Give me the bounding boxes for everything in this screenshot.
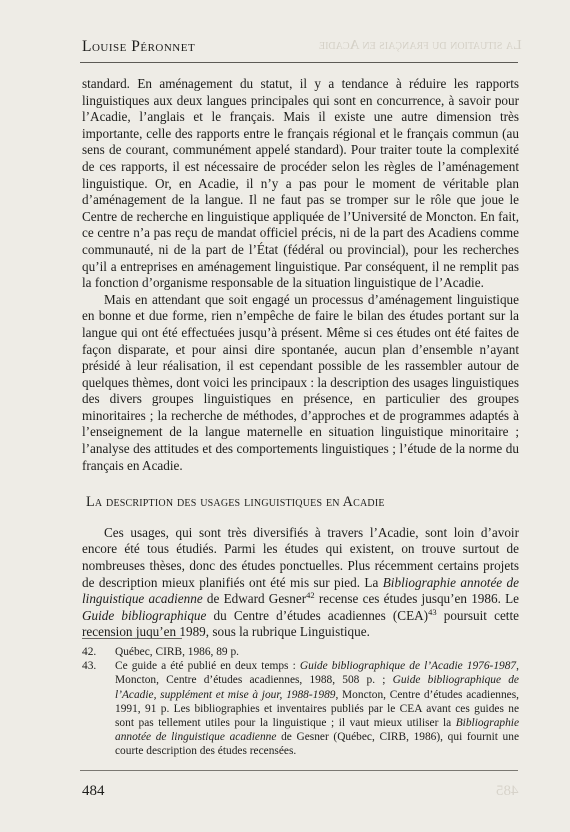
paragraph-3-part-a: Ces usages, qui sont très diversifiés à travers l’Acadie, sont loin d’avoir encore été tous étudiés. Parmi les études qui existent, on trouve surtout de nombreuses thèses, donc des études ponctuelles. Plus récemment certains projets de description mieux planifiés ont été mis sur pied. La — [82, 524, 519, 590]
footnote-43-part-d: de Gesner (Québec, CIRB, 1986), qui fournit une courte description des études recensées. — [115, 731, 520, 758]
footnote-43-part-a: Ce guide a été publié en deux temps : — [115, 660, 300, 673]
page-number: 484 — [82, 783, 105, 799]
footnote-43-title-3: Bibliographie annotée de linguistique acadienne — [115, 717, 519, 744]
bleed-through-page-number: 485 — [495, 783, 518, 799]
paragraph-3-part-d: du Centre d’études acadiennes (CEA) — [206, 607, 429, 623]
running-head: Louise Péronnet — [82, 38, 196, 55]
footnote-43-title-1: Guide bibliographique de l’Acadie 1976-1987 — [299, 660, 517, 673]
footer-rule — [80, 770, 518, 771]
paragraph-3-part-e: poursuit cette recension juqu’en 1989, sous la rubrique Linguistique. — [82, 607, 519, 640]
bleed-through-header: La situation du français en Acadie — [319, 38, 522, 53]
footnote-43 — [82, 659, 519, 758]
footnote-43-title-2: Guide bibliographique de l’Acadie, supplément et mise à jour, 1988-1989 — [115, 674, 519, 701]
paragraph-1: standard. En aménagement du statut, il y a tendance à réduire les rapports linguistiques aux deux langues principales qui sont en concurrence, à savoir pour l’Acadie, l’anglais et le français. Mais il existe une autre dimension très importante, celle des rapports entre le français régional et le français commun (au sens de courant, communément appelé standard). Pour traiter toute la complexité de ces rapports, il est nécessaire de procéder selon les règles de l’aménagement linguistique. Or, en Acadie, il n’y a pas pour le moment de véritable plan d’aménagement de la langue. Il ne faut pas se tromper sur le rôle que joue le Centre de recherche en linguistique appliquée de l’Université de Moncton. En fait, ce centre n’a pas reçu de mandat officiel précis, ni de la part des Acadiens comme communauté, ni de la part de l’État (fédéral ou provincial), pour les recherches qu’il a entreprises en aménagement linguistique. Par conséquent, il ne remplit pas la fonction d’organisme responsable de la situation linguistique de l’Acadie. — [82, 76, 519, 291]
section-heading: La description des usages linguistiques en Acadie — [86, 494, 385, 511]
footnote-number: 43. — [82, 660, 97, 673]
book-title-bibliographie: Bibliographie annotée de linguistique acadienne — [82, 574, 520, 607]
paragraph-3-part-c: recense ces études jusqu’en 1986. Le — [314, 591, 519, 607]
header-rule — [80, 62, 518, 63]
book-title-guide: Guide bibliographique — [82, 607, 207, 623]
footnote-number: 42. — [82, 646, 97, 658]
footnote-rule — [82, 638, 182, 639]
footnote-ref-42[interactable]: 42 — [306, 590, 315, 601]
paragraph-3 — [82, 525, 519, 641]
footnote-42 — [82, 645, 519, 659]
footnote-text — [115, 659, 519, 758]
footnote-43-part-b: , Moncton, Centre d’études acadiennes, 1988, 508 p. ; — [115, 660, 519, 687]
body-text — [82, 76, 519, 641]
footnote-43-part-c: , Moncton, Centre d’études acadiennes, 1991, 91 p. Les bibliographies et inventaires publiés par le CEA avant ces guides ne sont pas tellement utiles pour la linguistique ; il vaut mieux utiliser la — [115, 688, 520, 730]
footnotes — [82, 638, 519, 759]
paragraph-2: Mais en attendant que soit engagé un processus d’aménagement linguistique en bonne et due forme, rien n’empêche de faire le bilan des études portant sur la langue qui ont été effectuées jusqu’à présent. Même si ces études ont été faites de façon disparate, et pour ainsi dire spontanée, aucun plan d’ensemble n’ayant présidé à leur réalisation, il est cependant possible de les rassembler autour de quelques thèmes, dont voici les principaux : la description des usages linguistiques des divers groupes linguistiques en présence, en particulier des groupes minoritaires ; la recherche de méthodes, d’approches et de programmes adaptés à l’enseignement de la langue maternelle en situation linguistique minoritaire ; l’analyse des attitudes et des comportements linguistiques ; l’étude de la norme du français en Acadie. — [82, 291, 519, 473]
paragraph-3-part-b: de Edward Gesner — [202, 591, 307, 607]
footnote-ref-43[interactable]: 43 — [428, 606, 437, 617]
footnote-text: Québec, CIRB, 1986, 89 p. — [115, 646, 240, 658]
